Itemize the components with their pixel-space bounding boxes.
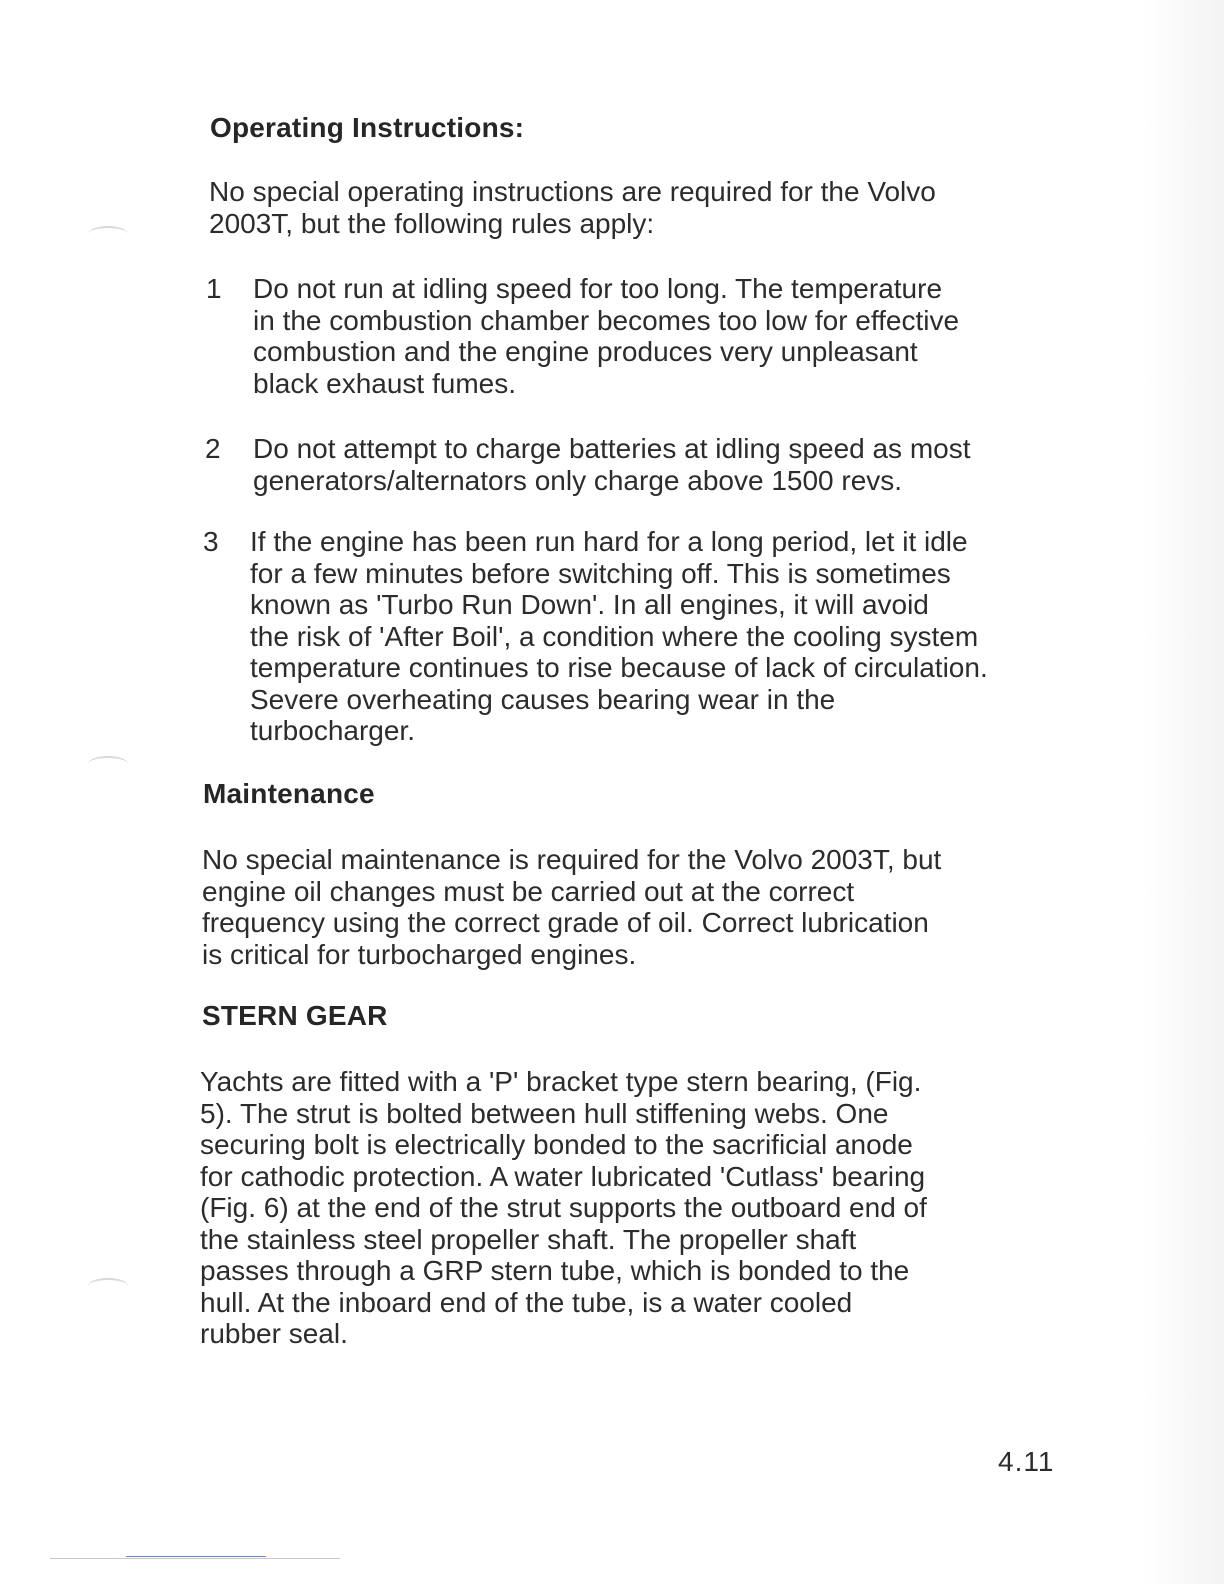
operating-intro-paragraph: No special operating instructions are required for the Volvo 2003T, but the following rules apply: — [209, 176, 936, 239]
stern-gear-paragraph: Yachts are fitted with a 'P' bracket type stern bearing, (Fig. 5). The strut is bolted between hull stiffening webs. One securing bolt is electrically bonded to the sacrificial anode for cathodic protection. A water lubricated 'Cutlass' bearing (Fig. 6) at the end of the strut supports the outboard end of the stainless steel propeller shaft. The propeller shaft passes through a GRP stern tube, which is bonded to the hull. At the inboard end of the tube, is a water cooled rubber seal. — [200, 1066, 927, 1349]
rule-1-text: Do not run at idling speed for too long. The temperature in the combustion chamber becomes too low for effective combustion and the engine produces very unpleasant black exhaust fumes. — [253, 273, 960, 399]
page-number: 4.11 — [998, 1446, 1055, 1477]
operating-instructions-heading: Operating Instructions: — [210, 112, 525, 143]
punch-hole-mark — [88, 1278, 128, 1294]
maintenance-paragraph: No special maintenance is required for the Volvo 2003T, but engine oil changes must be carried out at the correct frequency using the correct grade of oil. Correct lubrication is critical for turbocharged engines. — [202, 844, 942, 970]
rule-2-number: 2 — [205, 433, 221, 464]
bottom-divider-accent — [126, 1556, 266, 1557]
punch-hole-mark — [88, 756, 128, 772]
maintenance-heading: Maintenance — [203, 778, 375, 809]
stern-gear-heading: STERN GEAR — [202, 1000, 388, 1031]
bottom-divider — [50, 1558, 340, 1559]
rule-3-text: If the engine has been run hard for a long period, let it idle for a few minutes before switching off. This is sometimes known as 'Turbo Run Down'. In all engines, it will avoid the risk of 'After Boil', a condition where the cooling system temperature continues to rise because of lack of circulation. Severe overheating causes bearing wear in the turbocharger. — [250, 526, 988, 746]
rule-1-number: 1 — [206, 273, 222, 304]
punch-hole-mark — [88, 226, 128, 242]
scan-edge-shading — [1144, 0, 1224, 1584]
rule-3-number: 3 — [203, 526, 219, 557]
rule-2-text: Do not attempt to charge batteries at idling speed as most generators/alternators only charge above 1500 revs. — [253, 433, 971, 496]
